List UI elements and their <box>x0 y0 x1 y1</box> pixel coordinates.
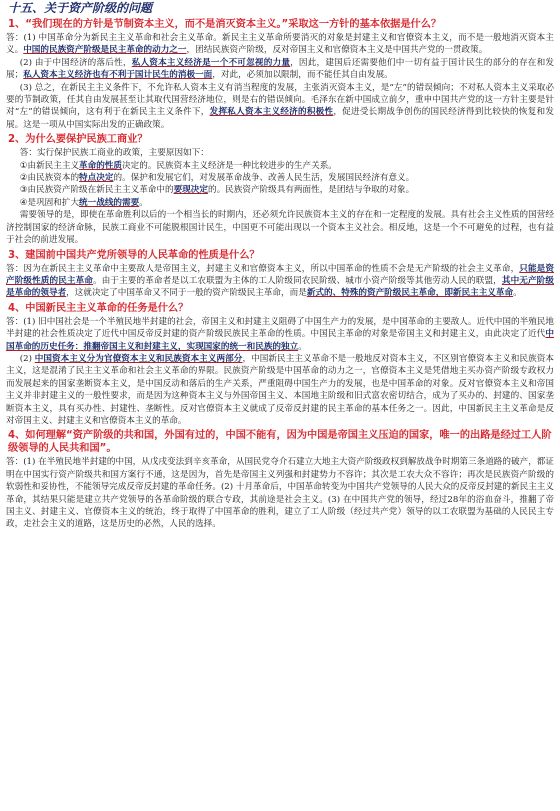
answer-4-para-2 <box>6 353 554 427</box>
answer-1-para-3 <box>6 82 554 132</box>
item-number: ② <box>19 173 28 184</box>
text: 。 <box>139 197 148 208</box>
highlight-text: 新式的、特殊的资产阶级民主革命，即新民主主义革命 <box>306 288 514 299</box>
text: ，因此，建国后还需要他们中一切有益于国计民生的部分的存在和发展； <box>6 57 554 81</box>
item-number: ① <box>19 160 28 171</box>
text: ，这就决定了中国革命又不同于一般的资产阶级民主革命，而是 <box>66 288 307 299</box>
answer-5: 答：(1) 在半殖民地半封建的中国，从戊戌变法到辛亥革命，从国民党夺介石建立大地主大资产阶级政权到解放战争时期第三条道路的破产，都证明在中国实行资产阶级共和国方案行不通，这是因为，首先是帝国主义列强和封建势力不容许；其次是工农大众不容许；再次是民族资产阶级的软弱性和妥协性，不能领导完成反帝反封建的革命任务。(2) 十月革命后，中国革命转变为中国共产党领导的人民大众的反帝反封建的新民主主义革命，其结果只能是建立共产党领导的各革命阶级的联合专政，其前途是社会主义。(3) 在中国共产党的领导，经过28年的浴血奋斗，推翻了帝国主义、封建主义、官僚资本主义的统治，终于取得了中国革命的胜利，建立了工人阶级（经过共产党）领导的以工农联盟为基础的人民民主专政，走社会主义的道路，这是历史的必然，人民的选择。 <box>6 457 554 530</box>
answer-1-para-2 <box>6 57 554 82</box>
text: (3) 总之，在新民主主义条件下，不允许私人资本主义有消当程度的发展，主张消灭资本主义，是“左”的错误倾向；不对私人资本主义采取必要的节制政策，任其自由发展甚至让其取代国营经济地位，则是右的错误倾向。毛泽东在新中国成立前夕，重申中国共产党的这一方针主要是针对“左”的错误倾向，这有利于在新民主主义条件下， <box>6 82 554 118</box>
item-number: ④ <box>19 197 28 208</box>
text: (2) <box>19 353 35 364</box>
text: 答：因为在新民主主义革命中主要敌人是帝国主义，封建主义和官僚资本主义，所以中国革命的性质不会是无产阶级的社会主义革命， <box>6 263 520 274</box>
text: 答：(1) 中国革命分为新民主主义革命和社会主义革命。新民主主义革命所要消灭的对象是封建主义和官僚资本主义，而不是一般地消灭资本主义。 <box>6 33 554 56</box>
highlight-text: 革命的性质 <box>79 160 123 171</box>
text: 是巩固和扩大 <box>27 197 80 208</box>
text: ，对此，必须加以限制，而不能任其自由发展。 <box>212 70 393 81</box>
highlight-text: 私人资本主义经济是一个不可忽视的力量 <box>131 57 291 68</box>
answer-2-intro: 答：实行保护民族工商业的政策，主要原因如下： <box>19 148 209 159</box>
text: 由民族资产阶级在新民主主义革命中的 <box>27 185 174 196</box>
highlight-text: 其中无产阶级是革命的领导者 <box>6 275 554 299</box>
text: 。由于主要的革命者是以工农联盟为主体的工人阶级同农民阶级、城市小资产阶级等其他劳动人民的联盟， <box>93 275 502 286</box>
text: 的。保护和发展它们，对发展革命战争、改善人民生活，发展国民经济有意义。 <box>113 173 415 184</box>
question-3-title: 3、建国前中国共产党所领导的人民革命的性质是什么？ <box>8 249 260 261</box>
question-4-title: 4、中国新民主主义革命的任务是什么？ <box>8 302 189 314</box>
text: 决定的。民族资本主义经济是一种比较进步的生产关系。 <box>122 160 337 171</box>
highlight-text: 私人资本主义经济也有不利于国计民生的消极一面 <box>23 70 213 81</box>
document-page <box>0 1 560 811</box>
answer-2-item-4 <box>6 197 554 209</box>
highlight-text: 只能是资产阶级性质的民主革命 <box>6 263 554 286</box>
highlight-text: 特点决定 <box>79 173 114 184</box>
highlight-text: 中国资本主义分为官僚资本主义和民族资本主义两部分 <box>34 353 243 364</box>
highlight-text: 发挥私人资本主义经济的积极性 <box>209 107 334 118</box>
question-5-title: 4、如何理解“资产阶级的共和国，外国有过的，中国不能有，因为中国是帝国主义压迫的国家，唯一的出路是经过工人阶级领导的人民共和国”。 <box>8 430 552 455</box>
item-number: ③ <box>19 185 28 196</box>
text: 由民族资本的 <box>27 173 80 184</box>
answer-3 <box>6 263 554 300</box>
answer-2-item-2 <box>6 172 554 184</box>
highlight-text: 中国的民族资产阶级是民主革命的动力之一 <box>23 45 187 56</box>
section-title: 十五、关于资产阶级的问题 <box>8 1 153 15</box>
answer-2-item-3 <box>6 184 554 196</box>
question-1-title: 1、“我们现在的方针是节制资本主义，而不是消灭资本主义。”采取这一方针的基本依据是什么？ <box>8 19 442 30</box>
answer-4-para-1 <box>6 316 554 353</box>
text: 由新民主主义 <box>27 160 80 171</box>
highlight-text: 中国革命的历史任务：推翻帝国主义和封建主义，实现国家的统一和民族的独立 <box>6 329 554 352</box>
text: (2) 由于中国经济的落后性， <box>19 57 132 68</box>
answer-1-para-1 <box>6 32 554 57</box>
highlight-text: 要现决定 <box>173 185 208 196</box>
text: ，促进受长期战争创伤的国民经济得到比较快的恢复和发展。这是一项从中国实际出发的正确政策。 <box>6 107 554 130</box>
answer-2-note: 需要领导的是，即使在革命胜利以后的一个相当长的时期内，还必须允许民族资本主义的存在和一定程度的发展。具有社会主义性质的国营经济控制国家的经济命脉，民族工商业不可能脱根国计民生，中国更不可能出现以一个资本主义社会。相反地，这是一个不可避免的过程，也有益于社会的前进发展。 <box>6 210 554 246</box>
text: 的。民族资产阶级具有两面性，是团结与争取的对象。 <box>207 185 415 196</box>
text: ，中国新民主主义革命不是一般地反对资本主义，不区别官僚资本主义和民族资本主义，这是混淆了民主主义革命和社会主义革命的界限。民族资产阶级是中国革命的动力之一，官僚资本主义是凭借地主买办资产阶级专政权力而发展起来的国家垄断资本主义，是中国反动和落后的生产关系，严重阻碍中国生产力的发展，也是中国革命的对象。反对官僚资本主义和帝国主义并非封建主义的一般性要求，而是因为这种资本主义与外国帝国主义、本国地主阶级和旧式富农密切结合，成为了买办的、封建的、国家垄断资本主义，具有买办性、封建性、垄断性。反对官僚资本主义就成了反帝反封建的民主革命的基本任务之一。因此，中国新民主主义革命是反对帝国主义、封建主义和官僚资本主义的革命。 <box>6 353 554 426</box>
question-2-title: 2、为什么要保护民族工商业？ <box>8 134 148 146</box>
highlight-text: 统一战线的需要 <box>79 197 140 208</box>
text: 。 <box>513 288 522 299</box>
text: 。 <box>298 341 307 352</box>
text: ，团结民族资产阶级，反对帝国主义和官僚资本主义是中国共产党的一贯政策。 <box>186 45 488 56</box>
text: 答：(1) 旧中国社会是一个半殖民地半封建的社会，帝国主义和封建主义阻碍了中国生产力的发展，是中国革命的主要敌人。近代中国的半殖民地半封建的社会性质决定了近代中国反帝反封建的资产阶级民族民主革命的性质。中国民主革命的对象是帝国主义和封建主义，由此决定了近代 <box>6 316 554 340</box>
answer-2-item-1 <box>6 160 554 172</box>
